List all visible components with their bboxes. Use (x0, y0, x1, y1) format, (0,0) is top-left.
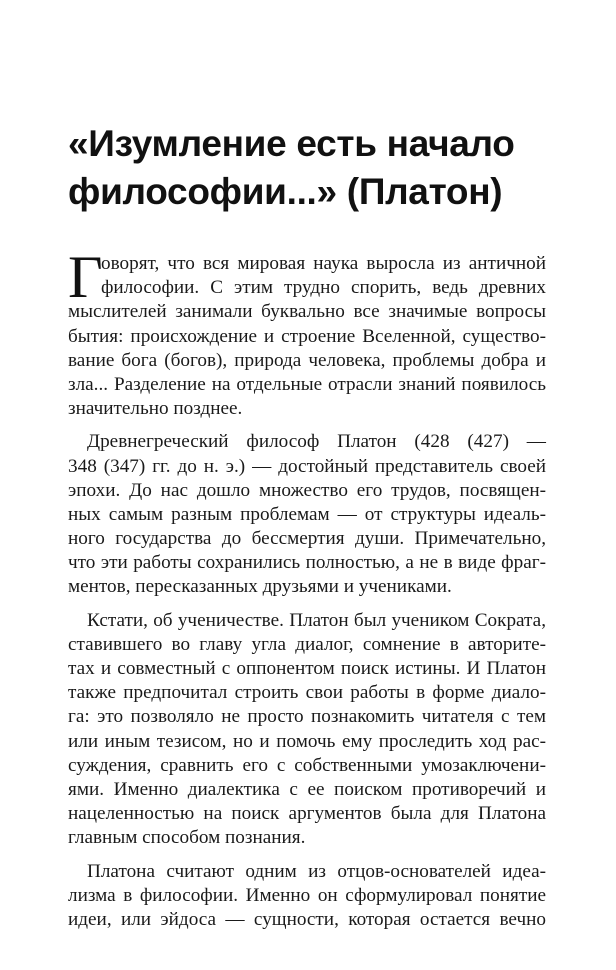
text-line: что эти работы сохранились полностью, а не в виде фраг- (68, 552, 546, 574)
chapter-title-line-2: философии...» (Платон) (68, 171, 503, 212)
text-line: Кстати, об ученичестве. Платон был учеником Сократа, (87, 609, 546, 631)
text-line: ментов, пересказанных друзьями и учениками. (68, 576, 452, 598)
text-line: также предпочитал строить свои работы в форме диало- (68, 682, 546, 704)
paragraph-3 (68, 609, 546, 851)
text-line: ставившего во главу угла диалог, сомнение в авторите- (68, 633, 546, 655)
text-line: значительно позднее. (68, 398, 243, 420)
body-text (68, 244, 546, 941)
paragraph-1 (68, 244, 546, 421)
text-line: бытия: происхождение и строение Вселенной, существо- (68, 325, 546, 347)
text-line: ями. Именно диалектика с ее поиском противоречий и (68, 778, 546, 800)
text-line: эпохи. До нас дошло множество его трудов, посвящен- (68, 479, 546, 501)
text-line: главным способом познания. (68, 827, 306, 849)
chapter-title-line-1: «Изумление есть начало (68, 123, 515, 164)
text-line: ного государства до бессмертия души. Примечательно, (68, 528, 546, 550)
text-line: нацеленностью на поиск аргументов была для Платона (68, 803, 546, 825)
text-line: суждения, сравнить его с собственными умозаключени- (68, 754, 546, 776)
text-line: мыслителей занимали буквально все значимые вопросы (68, 301, 546, 323)
paragraph-2 (68, 430, 546, 599)
text-line: оворят, что вся мировая наука выросла из античной (101, 253, 546, 274)
text-line: Древнегреческий философ Платон (428 (427) — (87, 431, 546, 453)
text-line: идеи, или эйдоса — сущности, которая остается вечно (68, 908, 546, 930)
text-line: лизма в философии. Именно он сформулировал понятие (68, 884, 546, 906)
text-line: ных самым разным проблемам — от структуры идеаль- (68, 503, 546, 525)
drop-cap-letter: Г (68, 244, 103, 310)
text-line: га: это позволяло не просто познакомить читателя с тем (68, 706, 546, 728)
text-line: или иным тезисом, но и помочь ему проследить ход рас- (68, 730, 546, 752)
text-line: 348 (347) гг. до н. э.) — достойный представитель своей (68, 455, 546, 477)
text-line: вание бога (богов), природа человека, проблемы добра и (68, 349, 546, 371)
text-line: зла... Разделение на отдельные отрасли знаний появилось (68, 373, 546, 395)
text-line: философии. С этим трудно спорить, ведь древних (101, 277, 546, 299)
paragraph-4 (68, 860, 546, 933)
text-line: тах и совместный с оппонентом поиск истины. И Платон (68, 658, 546, 679)
text-line: Платона считают одним из отцов-основателей идеа- (87, 860, 546, 882)
chapter-title (68, 120, 568, 216)
